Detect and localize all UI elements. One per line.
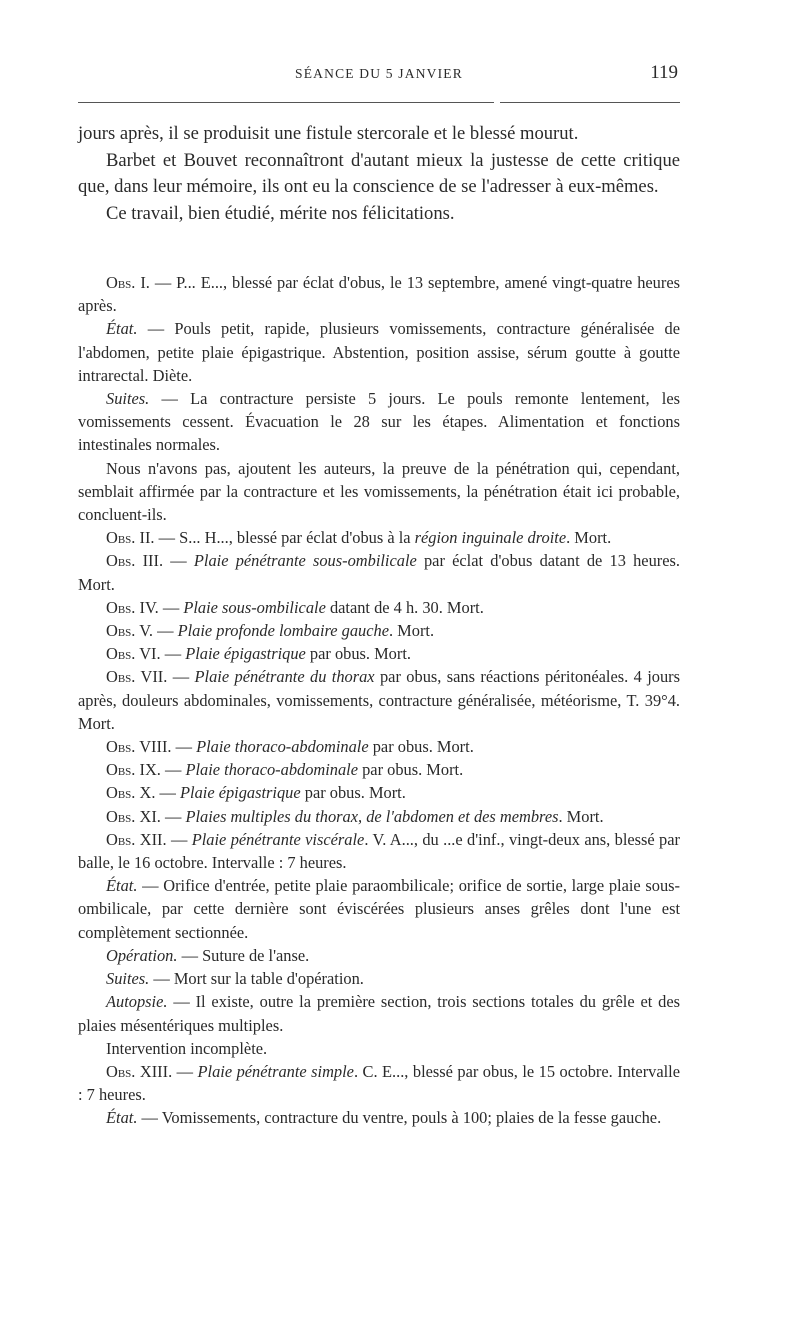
observation-2 [78,526,680,549]
observation-12-intervention: Intervention incomplète. [106,1038,268,1058]
section-label: État. [106,1108,138,1128]
section-label: État. [106,876,138,896]
observation-1-etat [78,317,680,387]
obs-label: Obs. IV. [106,597,159,617]
intro-paragraph: jours après, il se produisit une fistule stercorale et le blessé mourut. [78,123,579,144]
obs-label: Obs. II. [106,528,155,548]
obs-label: Obs. XIII. [106,1061,173,1081]
section-label: Autopsie. [106,992,168,1012]
observation-13-etat [78,1106,680,1129]
header-rule-right [500,102,680,103]
section-text: — Il existe, outre la première section, trois sections totales du grêle et des plaies mésentériques multiples. [78,992,680,1035]
observation-13 [78,1060,680,1106]
section-label: Suites. [106,969,150,989]
obs-text: — [160,760,186,780]
obs-diagnosis: Plaie thoraco-abdominale [185,760,359,780]
header-rule [78,102,680,108]
obs-diagnosis: Plaie pénétrante du thorax [194,667,375,687]
obs-label: Obs. III. [106,551,164,571]
section-text: — La contracture persiste 5 jours. Le pouls remonte lentement, les vomissements cessent. Évacuation le 28 sur les étapes. Alimentation et fonctions intestinales normales. [78,389,680,455]
section-text: — Vomissements, contracture du ventre, pouls à 100; plaies de la fesse gauche. [137,1108,662,1128]
obs-label: Obs. VI. [106,644,161,664]
observation-5 [78,619,680,642]
obs-outcome: par obus. Mort. [300,783,406,803]
obs-text: — [155,783,181,803]
obs-label: Obs. I. [106,273,150,292]
obs-outcome: par éclat d'obus datant de 13 heures. Mort. [78,551,680,594]
observations [78,271,680,1130]
running-title: SÉANCE DU 5 JANVIER [295,66,463,81]
obs-diagnosis: Plaie thoraco-abdominale [196,737,369,757]
obs-label: Obs. VII. [106,667,168,687]
obs-label: Obs. XII. [106,829,167,849]
header-rule-left [78,102,494,103]
obs-outcome: par obus. Mort. [358,760,464,780]
obs-outcome: . Mort. [566,528,612,548]
observation-12 [78,828,680,874]
page-number: 119 [650,62,678,83]
obs-outcome: . V. A..., du ...e d'inf., vingt-deux ans, blessé par balle, le 16 octobre. Intervalle : 7 heures. [78,829,680,873]
obs-text: — [153,621,178,641]
book-page [78,62,680,1130]
obs-label: Obs. X. [106,783,156,803]
observation-12-operation [78,944,680,967]
obs-outcome: par obus, sans réactions péritonéales. 4 jours après, douleurs abdominales, vomissements, contracture généralisée, météorisme, T. 39°4. Mort. [78,667,680,733]
obs-separator: — [149,273,177,292]
obs-outcome: . C. E..., blessé par obus, le 15 octobre. Intervalle : 7 heures. [78,1061,681,1105]
obs-text: — [158,597,184,617]
obs-text: — [172,1061,198,1081]
obs-diagnosis: Plaie profonde lombaire gauche [177,621,389,641]
obs-label: Obs. VIII. [106,737,172,757]
obs-label: Obs. V. [106,621,154,641]
obs-label: Obs. XI. [106,806,161,826]
obs-text: — [160,644,186,664]
obs-diagnosis: région inguinale droite [414,528,567,548]
obs-text: — S... H..., blessé par éclat d'obus à la [154,528,415,548]
observation-1 [78,271,680,317]
obs-outcome: . Mort. [558,806,604,826]
obs-diagnosis: Plaie épigastrique [180,783,301,803]
section-text: — Pouls petit, rapide, plusieurs vomissements, contracture généralisée de l'abdomen, petite plaie épigastrique. Abstention, position assise, sérum goutte à goutte intrarectal. Diète. [78,319,680,385]
observation-1-suites [78,387,680,457]
observation-3 [78,549,680,595]
obs-outcome: par obus. Mort. [368,737,474,757]
observation-9 [78,758,680,781]
observation-10 [78,781,680,804]
obs-diagnosis: Plaies multiples du thorax, de l'abdomen et des membres [185,806,559,826]
obs-diagnosis: Plaie pénétrante sous-ombilicale [193,551,417,571]
obs-text: P... E..., blessé par éclat d'obus, le 13 septembre, amené vingt-quatre heures après. [78,273,680,316]
observation-7 [78,665,680,735]
section-label: État. [106,319,138,339]
section-text: — Orifice d'entrée, petite plaie paraombilicale; orifice de sortie, large plaie sous-ombilicale, par cette dernière sont éviscérées plusieurs anses grêles dont l'une est complètement sectionnée. [78,876,680,942]
observation-11 [78,805,680,828]
observation-6 [78,642,680,665]
authors-comment: Nous n'avons pas, ajoutent les auteurs, la preuve de la pénétration qui, cependant, semblait affirmée par la contracture et les vomissements, la pénétration était ici probable, concluent-ils. [78,458,680,525]
obs-outcome: datant de 4 h. 30. Mort. [325,597,484,617]
section-text: — Mort sur la table d'opération. [149,969,364,989]
intro-text [78,121,680,227]
intro-paragraph: Ce travail, bien étudié, mérite nos félicitations. [106,202,455,224]
obs-text: — [163,551,194,571]
running-header [78,62,680,92]
obs-label: Obs. IX. [106,760,161,780]
obs-diagnosis: Plaie épigastrique [185,644,306,664]
observation-12-suites [78,967,680,990]
obs-outcome: par obus. Mort. [305,644,411,664]
section-label: Opération. [106,945,178,965]
obs-text: — [166,829,192,849]
observation-4 [78,596,680,619]
observation-12-etat [78,874,680,944]
obs-text: — [160,806,186,826]
obs-text: — [171,737,197,757]
obs-text: — [167,667,195,687]
obs-outcome: . Mort. [388,621,435,641]
obs-diagnosis: Plaie sous-ombilicale [183,597,326,617]
section-label: Suites. [106,389,150,409]
observation-8 [78,735,680,758]
obs-diagnosis: Plaie pénétrante viscérale [191,829,365,849]
obs-diagnosis: Plaie pénétrante simple [197,1061,354,1081]
intro-paragraph: Barbet et Bouvet reconnaîtront d'autant mieux la justesse de cette critique que, dans leur mémoire, ils ont eu la conscience de se l'adresser à eux-mêmes. [78,149,680,197]
observation-12-autopsie [78,990,680,1036]
section-text: — Suture de l'anse. [177,945,310,965]
